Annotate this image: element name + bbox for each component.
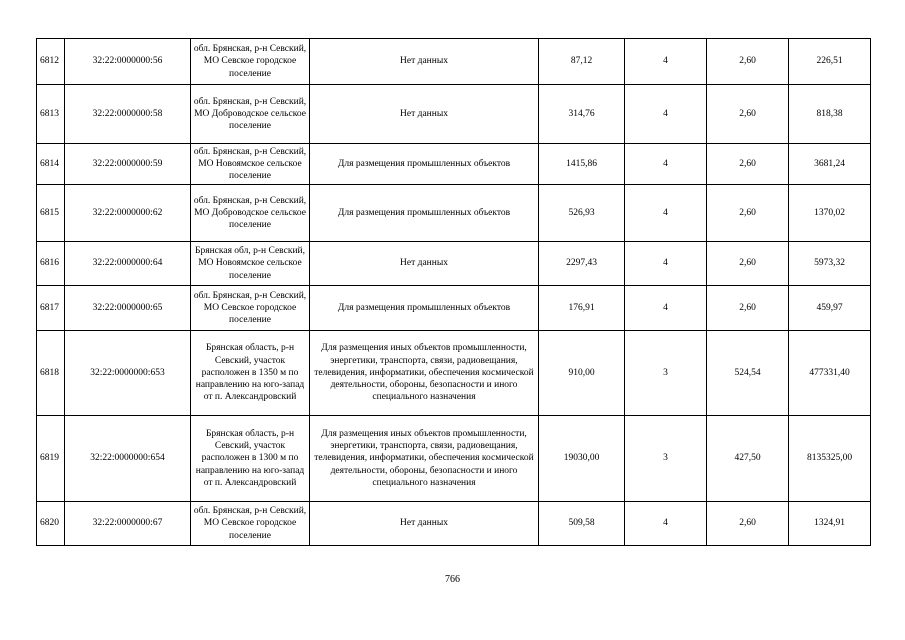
cadastral-value: 477331,40 bbox=[789, 331, 871, 416]
permitted-use: Нет данных bbox=[310, 502, 539, 546]
cadastral-number: 32:22:0000000:653 bbox=[65, 331, 191, 416]
group-code: 4 bbox=[625, 185, 707, 242]
address: обл. Брянская, р-н Севский, МО Севское городское поселение bbox=[191, 502, 310, 546]
area: 19030,00 bbox=[539, 416, 625, 502]
row-number: 6816 bbox=[37, 242, 65, 286]
cadastral-value: 459,97 bbox=[789, 286, 871, 331]
cadastral-value-table bbox=[36, 38, 871, 546]
address: Брянская область, р-н Севский, участок расположен в 1350 м по направлению на юго-запад от п. Александровский bbox=[191, 331, 310, 416]
address: Брянская обл, р-н Севский, МО Новоямское сельское поселение bbox=[191, 242, 310, 286]
specific-value: 524,54 bbox=[707, 331, 789, 416]
cadastral-number: 32:22:0000000:64 bbox=[65, 242, 191, 286]
group-code: 4 bbox=[625, 242, 707, 286]
cadastral-number: 32:22:0000000:62 bbox=[65, 185, 191, 242]
table-row bbox=[37, 331, 871, 416]
cadastral-number: 32:22:0000000:67 bbox=[65, 502, 191, 546]
specific-value: 427,50 bbox=[707, 416, 789, 502]
specific-value: 2,60 bbox=[707, 144, 789, 185]
row-number: 6820 bbox=[37, 502, 65, 546]
group-code: 4 bbox=[625, 85, 707, 144]
group-code: 4 bbox=[625, 502, 707, 546]
group-code: 4 bbox=[625, 39, 707, 85]
address: обл. Брянская, р-н Севский, МО Севское городское поселение bbox=[191, 39, 310, 85]
row-number: 6817 bbox=[37, 286, 65, 331]
table-body bbox=[37, 39, 871, 546]
table-row bbox=[37, 502, 871, 546]
area: 509,58 bbox=[539, 502, 625, 546]
row-number: 6813 bbox=[37, 85, 65, 144]
group-code: 4 bbox=[625, 144, 707, 185]
table-row bbox=[37, 144, 871, 185]
cadastral-value: 226,51 bbox=[789, 39, 871, 85]
group-code: 3 bbox=[625, 416, 707, 502]
permitted-use: Для размещения промышленных объектов bbox=[310, 286, 539, 331]
cadastral-value: 3681,24 bbox=[789, 144, 871, 185]
address: обл. Брянская, р-н Севский, МО Доброводское сельское поселение bbox=[191, 85, 310, 144]
permitted-use: Нет данных bbox=[310, 85, 539, 144]
area: 910,00 bbox=[539, 331, 625, 416]
cadastral-value: 8135325,00 bbox=[789, 416, 871, 502]
page-number: 766 bbox=[445, 574, 460, 585]
area: 1415,86 bbox=[539, 144, 625, 185]
table-row bbox=[37, 242, 871, 286]
area: 176,91 bbox=[539, 286, 625, 331]
cadastral-number: 32:22:0000000:59 bbox=[65, 144, 191, 185]
row-number: 6819 bbox=[37, 416, 65, 502]
group-code: 3 bbox=[625, 331, 707, 416]
address: обл. Брянская, р-н Севский, МО Новоямское сельское поселение bbox=[191, 144, 310, 185]
permitted-use: Нет данных bbox=[310, 242, 539, 286]
cadastral-value: 1370,02 bbox=[789, 185, 871, 242]
cadastral-number: 32:22:0000000:56 bbox=[65, 39, 191, 85]
cadastral-number: 32:22:0000000:65 bbox=[65, 286, 191, 331]
permitted-use: Для размещения иных объектов промышленности, энергетики, транспорта, связи, радиовещания, телевидения, информатики, обеспечения космической деятельности, обороны, безопасности и иного специального назначения bbox=[310, 416, 539, 502]
row-number: 6814 bbox=[37, 144, 65, 185]
specific-value: 2,60 bbox=[707, 39, 789, 85]
address: обл. Брянская, р-н Севский, МО Севское городское поселение bbox=[191, 286, 310, 331]
address: обл. Брянская, р-н Севский, МО Доброводское сельское поселение bbox=[191, 185, 310, 242]
cadastral-value: 818,38 bbox=[789, 85, 871, 144]
permitted-use: Нет данных bbox=[310, 39, 539, 85]
address: Брянская область, р-н Севский, участок расположен в 1300 м по направлению на юго-запад от п. Александровский bbox=[191, 416, 310, 502]
area: 314,76 bbox=[539, 85, 625, 144]
table-row bbox=[37, 185, 871, 242]
permitted-use: Для размещения промышленных объектов bbox=[310, 185, 539, 242]
specific-value: 2,60 bbox=[707, 502, 789, 546]
permitted-use: Для размещения промышленных объектов bbox=[310, 144, 539, 185]
table-row bbox=[37, 39, 871, 85]
group-code: 4 bbox=[625, 286, 707, 331]
area: 87,12 bbox=[539, 39, 625, 85]
cadastral-number: 32:22:0000000:58 bbox=[65, 85, 191, 144]
row-number: 6815 bbox=[37, 185, 65, 242]
table-row bbox=[37, 286, 871, 331]
table-row bbox=[37, 416, 871, 502]
cadastral-number: 32:22:0000000:654 bbox=[65, 416, 191, 502]
area: 2297,43 bbox=[539, 242, 625, 286]
specific-value: 2,60 bbox=[707, 185, 789, 242]
specific-value: 2,60 bbox=[707, 286, 789, 331]
area: 526,93 bbox=[539, 185, 625, 242]
table-row bbox=[37, 85, 871, 144]
cadastral-value: 5973,32 bbox=[789, 242, 871, 286]
row-number: 6818 bbox=[37, 331, 65, 416]
specific-value: 2,60 bbox=[707, 242, 789, 286]
row-number: 6812 bbox=[37, 39, 65, 85]
specific-value: 2,60 bbox=[707, 85, 789, 144]
permitted-use: Для размещения иных объектов промышленности, энергетики, транспорта, связи, радиовещания, телевидения, информатики, обеспечения космической деятельности, обороны, безопасности и иного специального назначения bbox=[310, 331, 539, 416]
cadastral-value: 1324,91 bbox=[789, 502, 871, 546]
